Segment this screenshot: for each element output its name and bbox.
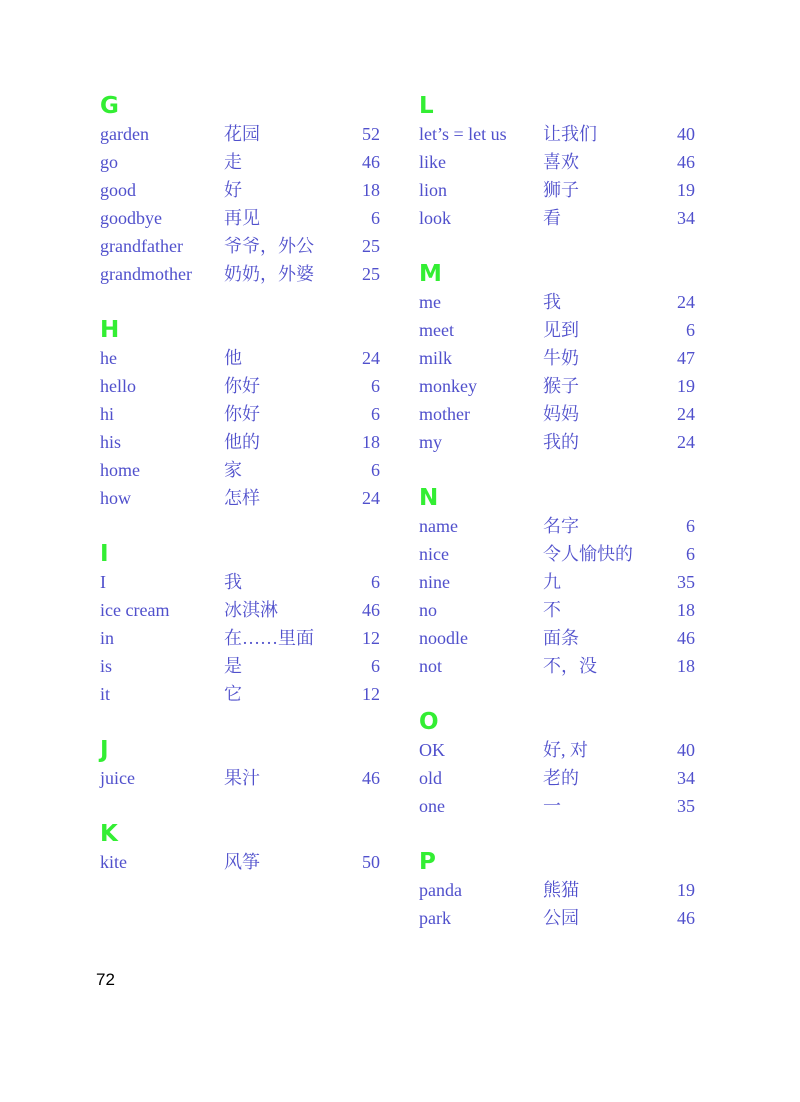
section-n xyxy=(419,484,695,680)
glossary-entry xyxy=(419,764,695,792)
glossary-entry xyxy=(419,652,695,680)
section-m xyxy=(419,260,695,456)
entry-word: grandmother xyxy=(100,264,192,284)
entry-word: home xyxy=(100,460,140,480)
entry-meaning: 风筝 xyxy=(224,852,260,872)
glossary-entry xyxy=(100,568,380,596)
glossary-entry xyxy=(419,176,695,204)
glossary-entry xyxy=(100,120,380,148)
glossary-entry xyxy=(100,428,380,456)
entry-meaning: 令人愉快的 xyxy=(543,544,633,564)
glossary-entry xyxy=(419,316,695,344)
section-letter: G xyxy=(100,93,119,119)
entry-page: 40 xyxy=(677,124,695,144)
glossary-entry xyxy=(100,232,380,260)
glossary-entry xyxy=(100,204,380,232)
entry-word: ice cream xyxy=(100,600,170,620)
entry-word: no xyxy=(419,600,437,620)
section-letter: M xyxy=(419,261,442,287)
entry-meaning: 家 xyxy=(224,460,242,480)
entry-meaning: 见到 xyxy=(543,320,579,340)
glossary-entry xyxy=(419,596,695,624)
entry-word: look xyxy=(419,208,452,228)
glossary-entry xyxy=(419,148,695,176)
entry-meaning: 果汁 xyxy=(224,768,260,788)
entry-meaning: 不 xyxy=(543,600,561,620)
section-o xyxy=(419,708,695,820)
glossary-entry xyxy=(100,148,380,176)
entry-page: 6 xyxy=(371,404,380,424)
glossary-entry xyxy=(100,484,380,512)
entry-page: 12 xyxy=(362,684,380,704)
entry-page: 18 xyxy=(362,180,380,200)
entry-page: 6 xyxy=(371,208,380,228)
entry-meaning: 一 xyxy=(543,796,561,816)
entry-word: my xyxy=(419,432,443,452)
entry-page: 46 xyxy=(677,628,695,648)
entry-word: hi xyxy=(100,404,115,424)
glossary-column-right xyxy=(419,92,695,960)
entry-word: nice xyxy=(419,544,449,564)
glossary-entry xyxy=(100,680,380,708)
entry-page: 24 xyxy=(362,348,380,368)
section-letter: K xyxy=(100,821,118,847)
section-l xyxy=(419,92,695,232)
entry-word: good xyxy=(100,180,136,200)
entry-word: old xyxy=(419,768,443,788)
entry-page: 19 xyxy=(677,180,695,200)
entry-meaning: 花园 xyxy=(224,124,260,144)
entry-meaning: 他的 xyxy=(224,432,260,452)
entry-word: goodbye xyxy=(100,208,162,228)
entry-page: 35 xyxy=(677,796,695,816)
glossary-entry xyxy=(100,176,380,204)
entry-word: is xyxy=(100,656,113,676)
entry-meaning: 它 xyxy=(224,684,242,704)
glossary-entry xyxy=(419,372,695,400)
entry-meaning: 熊猫 xyxy=(543,880,579,900)
entry-meaning: 看 xyxy=(543,208,561,228)
entry-word: let’s = let us xyxy=(419,124,507,144)
entry-word: lion xyxy=(419,180,448,200)
entry-word: garden xyxy=(100,124,149,144)
glossary-entry xyxy=(419,736,695,764)
glossary-column-left xyxy=(100,92,380,904)
entry-meaning: 你好 xyxy=(224,404,260,424)
entry-page: 25 xyxy=(362,264,380,284)
glossary-entry xyxy=(419,288,695,316)
entry-meaning: 再见 xyxy=(224,208,260,228)
entry-word: it xyxy=(100,684,111,704)
section-letter: J xyxy=(100,737,109,763)
section-letter: P xyxy=(419,849,436,875)
entry-page: 24 xyxy=(677,432,695,452)
entry-page: 25 xyxy=(362,236,380,256)
entry-word: grandfather xyxy=(100,236,183,256)
entry-word: nine xyxy=(419,572,450,592)
entry-meaning: 爷爷，外公 xyxy=(224,236,314,256)
entry-page: 19 xyxy=(677,376,695,396)
entry-page: 24 xyxy=(677,404,695,424)
entry-meaning: 你好 xyxy=(224,376,260,396)
entry-meaning: 走 xyxy=(224,152,242,172)
glossary-entry xyxy=(100,624,380,652)
glossary-entry xyxy=(100,400,380,428)
section-k xyxy=(100,820,380,876)
entry-page: 24 xyxy=(362,488,380,508)
entry-word: milk xyxy=(419,348,453,368)
entry-page: 18 xyxy=(677,600,695,620)
entry-meaning: 猴子 xyxy=(543,376,579,396)
entry-meaning: 让我们 xyxy=(543,124,597,144)
entry-word: juice xyxy=(100,768,135,788)
entry-page: 18 xyxy=(677,656,695,676)
entry-page: 18 xyxy=(362,432,380,452)
entry-word: how xyxy=(100,488,131,508)
entry-meaning: 怎样 xyxy=(224,488,260,508)
glossary-entry xyxy=(100,848,380,876)
entry-page: 6 xyxy=(371,656,380,676)
glossary-entry xyxy=(419,540,695,568)
entry-page: 6 xyxy=(371,376,380,396)
entry-word: park xyxy=(419,908,451,928)
entry-page: 12 xyxy=(362,628,380,648)
glossary-entry xyxy=(419,428,695,456)
entry-page: 6 xyxy=(371,460,380,480)
section-i xyxy=(100,540,380,708)
glossary-entry xyxy=(100,596,380,624)
entry-word: like xyxy=(419,152,446,172)
section-j xyxy=(100,736,380,792)
entry-meaning: 冰淇淋 xyxy=(224,600,278,620)
entry-word: OK xyxy=(419,740,445,760)
entry-word: me xyxy=(419,292,441,312)
entry-page: 6 xyxy=(686,544,695,564)
glossary-entry xyxy=(100,344,380,372)
entry-meaning: 好, 对 xyxy=(543,740,588,760)
entry-page: 46 xyxy=(362,600,380,620)
entry-meaning: 九 xyxy=(543,572,561,592)
section-letter: O xyxy=(419,709,439,735)
glossary-entry xyxy=(419,204,695,232)
glossary-entry xyxy=(419,624,695,652)
glossary-entry xyxy=(419,400,695,428)
entry-meaning: 他 xyxy=(224,348,242,368)
section-letter: I xyxy=(100,541,109,567)
glossary-entry xyxy=(100,652,380,680)
glossary-entry xyxy=(419,568,695,596)
entry-word: monkey xyxy=(419,376,477,396)
entry-word: mother xyxy=(419,404,470,424)
entry-page: 52 xyxy=(362,124,380,144)
glossary-entry xyxy=(100,456,380,484)
entry-word: noodle xyxy=(419,628,468,648)
glossary-entry xyxy=(419,876,695,904)
section-h xyxy=(100,316,380,512)
section-letter: N xyxy=(419,485,439,511)
entry-meaning: 我 xyxy=(543,292,561,312)
entry-meaning: 公园 xyxy=(543,908,579,928)
entry-meaning: 我 xyxy=(224,572,242,592)
entry-page: 24 xyxy=(677,292,695,312)
entry-meaning: 妈妈 xyxy=(543,404,579,424)
glossary-entry xyxy=(419,344,695,372)
entry-page: 46 xyxy=(362,152,380,172)
entry-word: panda xyxy=(419,880,462,900)
entry-page: 40 xyxy=(677,740,695,760)
entry-meaning: 不，没 xyxy=(543,656,597,676)
entry-page: 35 xyxy=(677,572,695,592)
entry-meaning: 我的 xyxy=(543,432,579,452)
entry-word: name xyxy=(419,516,458,536)
entry-page: 46 xyxy=(677,152,695,172)
entry-page: 19 xyxy=(677,880,695,900)
section-g xyxy=(100,92,380,288)
entry-page: 6 xyxy=(686,516,695,536)
entry-word: meet xyxy=(419,320,454,340)
page-number: 72 xyxy=(96,970,115,989)
section-letter: H xyxy=(100,317,120,343)
glossary-entry xyxy=(419,904,695,932)
entry-page: 47 xyxy=(677,348,695,368)
entry-word: he xyxy=(100,348,117,368)
entry-meaning: 是 xyxy=(224,656,242,676)
entry-word: hello xyxy=(100,376,136,396)
glossary-entry xyxy=(100,764,380,792)
entry-meaning: 好 xyxy=(224,180,242,200)
glossary-entry xyxy=(419,792,695,820)
section-letter: L xyxy=(419,93,434,119)
glossary-entry xyxy=(419,512,695,540)
entry-page: 46 xyxy=(677,908,695,928)
entry-page: 6 xyxy=(371,572,380,592)
entry-meaning: 老的 xyxy=(543,768,579,788)
entry-meaning: 面条 xyxy=(543,628,579,648)
section-p xyxy=(419,848,695,932)
entry-word: I xyxy=(100,572,106,592)
glossary-entry xyxy=(100,372,380,400)
entry-page: 6 xyxy=(686,320,695,340)
entry-word: his xyxy=(100,432,122,452)
entry-page: 50 xyxy=(362,852,380,872)
entry-word: kite xyxy=(100,852,127,872)
entry-meaning: 牛奶 xyxy=(543,348,579,368)
entry-meaning: 奶奶，外婆 xyxy=(224,264,314,284)
entry-word: go xyxy=(100,152,118,172)
entry-page: 34 xyxy=(677,208,695,228)
entry-page: 46 xyxy=(362,768,380,788)
entry-word: in xyxy=(100,628,115,648)
glossary-entry xyxy=(100,260,380,288)
entry-meaning: 喜欢 xyxy=(543,152,579,172)
entry-word: not xyxy=(419,656,443,676)
entry-page: 34 xyxy=(677,768,695,788)
entry-meaning: 名字 xyxy=(543,516,579,536)
entry-word: one xyxy=(419,796,445,816)
glossary-entry xyxy=(419,120,695,148)
entry-meaning: 在……里面 xyxy=(224,628,314,648)
entry-meaning: 狮子 xyxy=(543,180,579,200)
